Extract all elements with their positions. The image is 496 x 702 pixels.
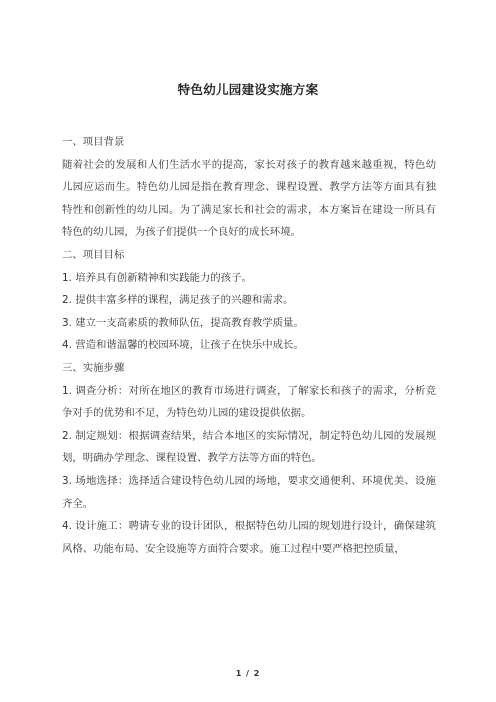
section-heading-goals: 二、项目目标: [62, 248, 125, 261]
page-number: 1 / 2: [235, 669, 261, 678]
section-heading-background: 一、项目背景: [62, 136, 125, 148]
goal-item-4: 4. 营造和谐温馨的校园环境，让孩子在快乐中成长。: [62, 339, 304, 352]
step-item-2: 2. 制定规划：根据调查结果，结合本地区的实际情况，制定特色幼儿园的发展规划，明确办学理念、课程设置、教学方法等方面的特色。: [62, 429, 436, 465]
step-item-3: 3. 场地选择：选择适合建设特色幼儿园的场地，要求交通便利、环境优美、设施齐全。: [62, 474, 436, 510]
goal-item-2: 2. 提供丰富多样的课程，满足孩子的兴趣和需求。: [62, 294, 294, 307]
background-paragraph: 随着社会的发展和人们生活水平的提高，家长对孩子的教育越来越重视，特色幼儿园应运而生。特色幼儿园是指在教育理念、课程设置、教学方法等方面具有独特性和创新性的幼儿园。为了满足家长和社会的需求，本方案旨在建设一所具有特色的幼儿园，为孩子们提供一个良好的成长环境。: [62, 158, 436, 239]
goal-item-3: 3. 建立一支高素质的教师队伍，提高教育教学质量。: [62, 316, 304, 329]
step-item-1: 1. 调查分析：对所在地区的教育市场进行调查，了解家长和孩子的需求，分析竞争对手的优势和不足，为特色幼儿园的建设提供依据。: [62, 384, 436, 420]
document-title: 特色幼儿园建设实施方案: [177, 82, 319, 97]
step-item-4: 4. 设计施工：聘请专业的设计团队，根据特色幼儿园的规划进行设计，确保建筑风格、功能布局、安全设施等方面符合要求。施工过程中要严格把控质量，: [62, 520, 436, 555]
goal-item-1: 1. 培养具有创新精神和实践能力的孩子。: [62, 271, 252, 284]
document-body: [62, 131, 436, 560]
section-heading-steps: 三、实施步骤: [62, 361, 125, 374]
